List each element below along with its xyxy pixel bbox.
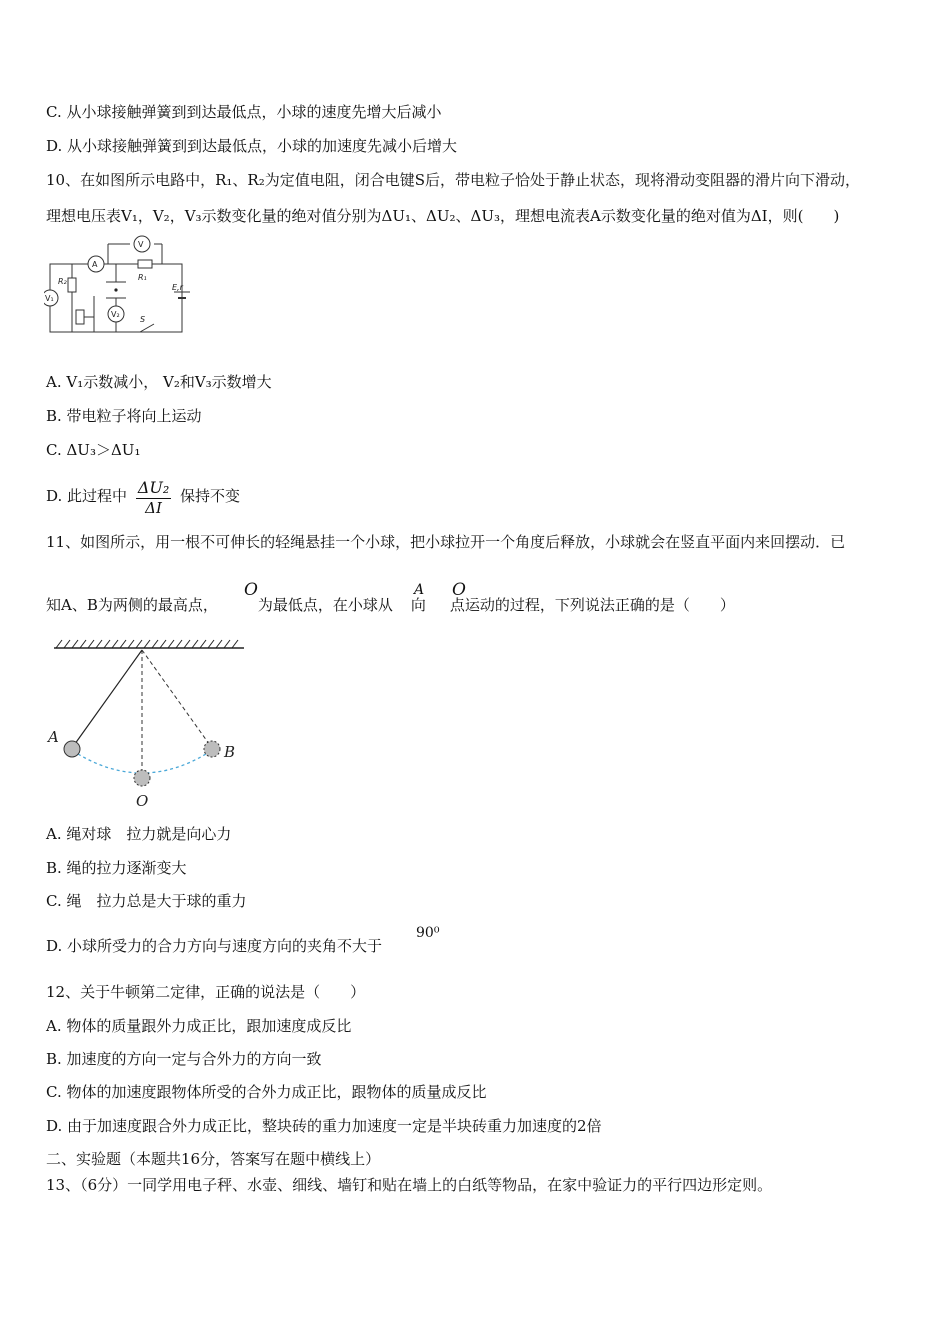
q9-option-d: D. 从小球接触弹簧到到达最低点，小球的加速度先减小后增大	[46, 137, 458, 155]
circuit-label-v2: V₂	[111, 310, 120, 319]
q12-option-a: A. 物体的质量跟外力成正比，跟加速度成反比	[46, 1017, 352, 1035]
q11-stem-part-d: 点运动的过程，下列说法正确的是（ ）	[449, 596, 735, 614]
q10-fraction	[136, 478, 171, 517]
q12-stem: 12、关于牛顿第二定律，正确的说法是（ ）	[46, 983, 366, 1001]
q10-option-d-prefix: D. 此过程中	[46, 487, 128, 505]
circuit-label-s: S	[140, 315, 146, 324]
q10-fraction-numerator: ΔU₂	[137, 477, 170, 497]
q11-stem-line2	[46, 595, 735, 615]
q10-option-d-suffix: 保持不变	[180, 487, 241, 505]
circuit-label-e: E,r	[172, 283, 183, 292]
q11-stem-part-a: 知A、B为两侧的最高点，	[46, 596, 218, 614]
q10-option-c: C. ΔU₃＞ΔU₁	[46, 441, 141, 459]
q10-option-b: B. 带电粒子将向上运动	[46, 407, 202, 425]
circuit-label-v: V	[138, 240, 144, 249]
pendulum-label-a: A	[48, 728, 59, 746]
q13-stem: 13、（6分）一同学用电子秤、水壶、细线、墙钉和贴在墙上的白纸等物品，在家中验证力的平行四边形定则。	[46, 1176, 773, 1194]
pendulum-diagram	[44, 636, 254, 812]
q11-angle-90: 90⁰	[416, 925, 440, 941]
q11-option-a: A. 绳对球 拉力就是向心力	[46, 825, 232, 843]
q11-symbol-o: O	[244, 580, 258, 600]
q10-stem-line2: 理想电压表V₁，V₂，V₃示数变化量的绝对值分别为ΔU₁、ΔU₂、ΔU₃，理想电流表A示数变化量的绝对值为ΔI，则( )	[46, 207, 840, 225]
q11-option-c: C. 绳 拉力总是大于球的重力	[46, 892, 247, 910]
q11-stem-line1: 11、如图所示，用一根不可伸长的轻绳悬挂一个小球，把小球拉开一个角度后释放，小球就会在竖直平面内来回摆动．已	[46, 533, 846, 551]
q11-option-b: B. 绳的拉力逐渐变大	[46, 859, 187, 877]
q10-fraction-denominator: ΔI	[145, 498, 162, 517]
circuit-label-r2: R₂	[58, 277, 67, 286]
q10-option-a: A. V₁示数减小， V₂和V₃示数增大	[46, 373, 272, 391]
q10-option-d	[46, 474, 240, 518]
q11-stem-part-b: 为最低点，在小球从	[257, 596, 393, 614]
q12-option-b: B. 加速度的方向一定与合外力的方向一致	[46, 1050, 322, 1068]
section-experiment-title: 二、实验题（本题共16分，答案写在题中横线上）	[46, 1150, 381, 1168]
q10-stem-line1: 10、在如图所示电路中，R₁、R₂为定值电阻，闭合电键S后，带电粒子恰处于静止状态，现将滑动变阻器的滑片向下滑动，	[46, 171, 860, 189]
q11-symbol-o2: O	[452, 580, 466, 600]
pendulum-label-o: O	[136, 792, 149, 810]
circuit-label-a: A	[92, 260, 98, 269]
q12-option-d: D. 由于加速度跟合外力成正比，整块砖的重力加速度一定是半块砖重力加速度的2倍	[46, 1117, 602, 1135]
circuit-diagram	[44, 234, 194, 338]
q9-option-c: C. 从小球接触弹簧到到达最低点，小球的速度先增大后减小	[46, 103, 442, 121]
pendulum-label-b: B	[224, 743, 236, 761]
q11-stem-part-c: 向	[410, 596, 426, 614]
q12-option-c: C. 物体的加速度跟物体所受的合外力成正比，跟物体的质量成反比	[46, 1083, 487, 1101]
q11-option-d: D. 小球所受力的合力方向与速度方向的夹角不大于	[46, 937, 383, 955]
q11-symbol-a: A	[414, 582, 425, 598]
circuit-label-r1: R₁	[138, 273, 147, 282]
circuit-label-v1: V₁	[45, 294, 54, 303]
